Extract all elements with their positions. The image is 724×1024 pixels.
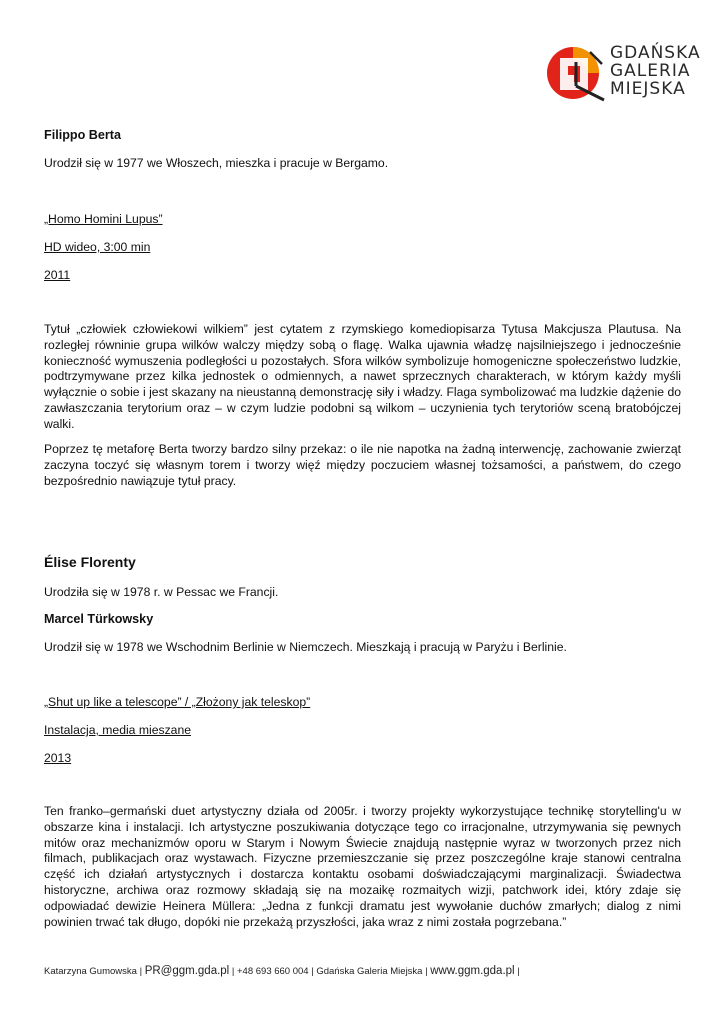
logo-line-2: GALERIA — [610, 61, 691, 81]
artist-name-florenty: Élise Florenty — [44, 554, 136, 570]
gallery-logo-text — [610, 44, 701, 98]
footer-phone-gallery: | +48 693 660 004 | Gdańska Galeria Miejska | — [231, 966, 428, 977]
artist-name-turkowsky: Marcel Türkowsky — [44, 612, 154, 626]
footer-contact-name: Katarzyna Gumowska | — [44, 966, 143, 977]
work-medium-telescope: Instalacja, media mieszane — [44, 723, 191, 737]
gallery-logo — [546, 42, 701, 102]
artist-bio-florenty: Urodziła się w 1978 r. w Pessac we Francji. — [44, 585, 279, 599]
work-year-berta: 2011 — [44, 268, 71, 282]
footer-end-separator: | — [517, 966, 520, 977]
work-description-telescope: Ten franko–germański duet artystyczny działa od 2005r. i tworzy projekty wykorzystujące technikę storytelling'u w obszarze kina i instalacji. Ich artystyczne poszukiwania dotyczące tego co irracjonalne, utrzymywania się pewnych mitów oraz mechanizmów oporu w Starym i Nowym Świecie znajdują następnie wyraz w tworzonych przez nich filmach, publikacjach oraz wystawach. Fizyczne przemieszczanie się przez poszczególne kraje stanowi centralna część ich działań artystycznych i dostarcza kontaktu osobami doświadczającymi marginalizacji. Świadectwa historyczne, archiwa oraz rozmowy składają się na mozaikę rozmaitych wizji, patchwork idei, który zdaje się odpowiadać dewizie Heinera Müllera: „Jedna z funkcji dramatu jest wywołanie duchów zmarłych; dialog z nimi powinien trwać tak długo, dopóki nie przekażą przyszłości, jaka wraz z nimi została pogrzebana.” — [44, 804, 681, 929]
work-title-shut-up-like-a-telescope: „Shut up like a telescope” / „Złożony jak teleskop” — [44, 695, 311, 709]
artist-bio-berta: Urodził się w 1977 we Włoszech, mieszka i pracuje w Bergamo. — [44, 156, 389, 170]
work-medium-berta: HD wideo, 3:00 min — [44, 240, 151, 254]
footer-contact — [44, 965, 520, 977]
footer-website[interactable]: www.ggm.gda.pl — [430, 965, 515, 977]
logo-line-1: GDAŃSKA — [610, 43, 701, 63]
logo-line-3: MIEJSKA — [610, 79, 686, 99]
artist-name-berta: Filippo Berta — [44, 128, 121, 142]
work-description-berta-2: Poprzez tę metaforę Berta tworzy bardzo silny przekaz: o ile nie napotka na żadną interwencję, zachowanie zwierząt zaczyna toczyć się własnym torem i tworzy więź między poczuciem własnej tożsamości, a państwem, do czego bezpośrednio nawiązuje tytuł pracy. — [44, 442, 681, 488]
gallery-logo-icon — [546, 42, 606, 102]
artist-bio-turkowsky: Urodził się w 1978 we Wschodnim Berlinie w Niemczech. Mieszkają i pracują w Paryżu i Berlinie. — [44, 640, 567, 654]
work-year-telescope: 2013 — [44, 751, 72, 765]
footer-email[interactable]: PR@ggm.gda.pl — [144, 965, 230, 977]
work-description-berta-1: Tytuł „człowiek człowiekowi wilkiem” jest cytatem z rzymskiego komediopisarza Tytusa Makcjusza Plautusa. Na rozległej równinie grupa wilków walczy między sobą o flagę. Walka ujawnia władzę najsilniejszego i jednocześnie konieczność wymuszenia podległości u pozostałych. Sfora wilków symbolizuje homogeniczne społeczeństwo ludzkie, podtrzymywane przez kilka jednostek o odmiennych, a nawet sprzecznych charakterach, w którym każdy myśli wyłącznie o sobie i jest skazany na nieustanną demonstrację siły i władzy. Flaga symbolizować ma ludzkie dążenie do zawłaszczania terytorium oraz – w czym ludzie podobni są wilkom – uczynienia tych terytoriów sceną bratobójczej walki. — [44, 322, 681, 431]
work-title-homo-homini-lupus: „Homo Homini Lupus” — [44, 212, 163, 226]
